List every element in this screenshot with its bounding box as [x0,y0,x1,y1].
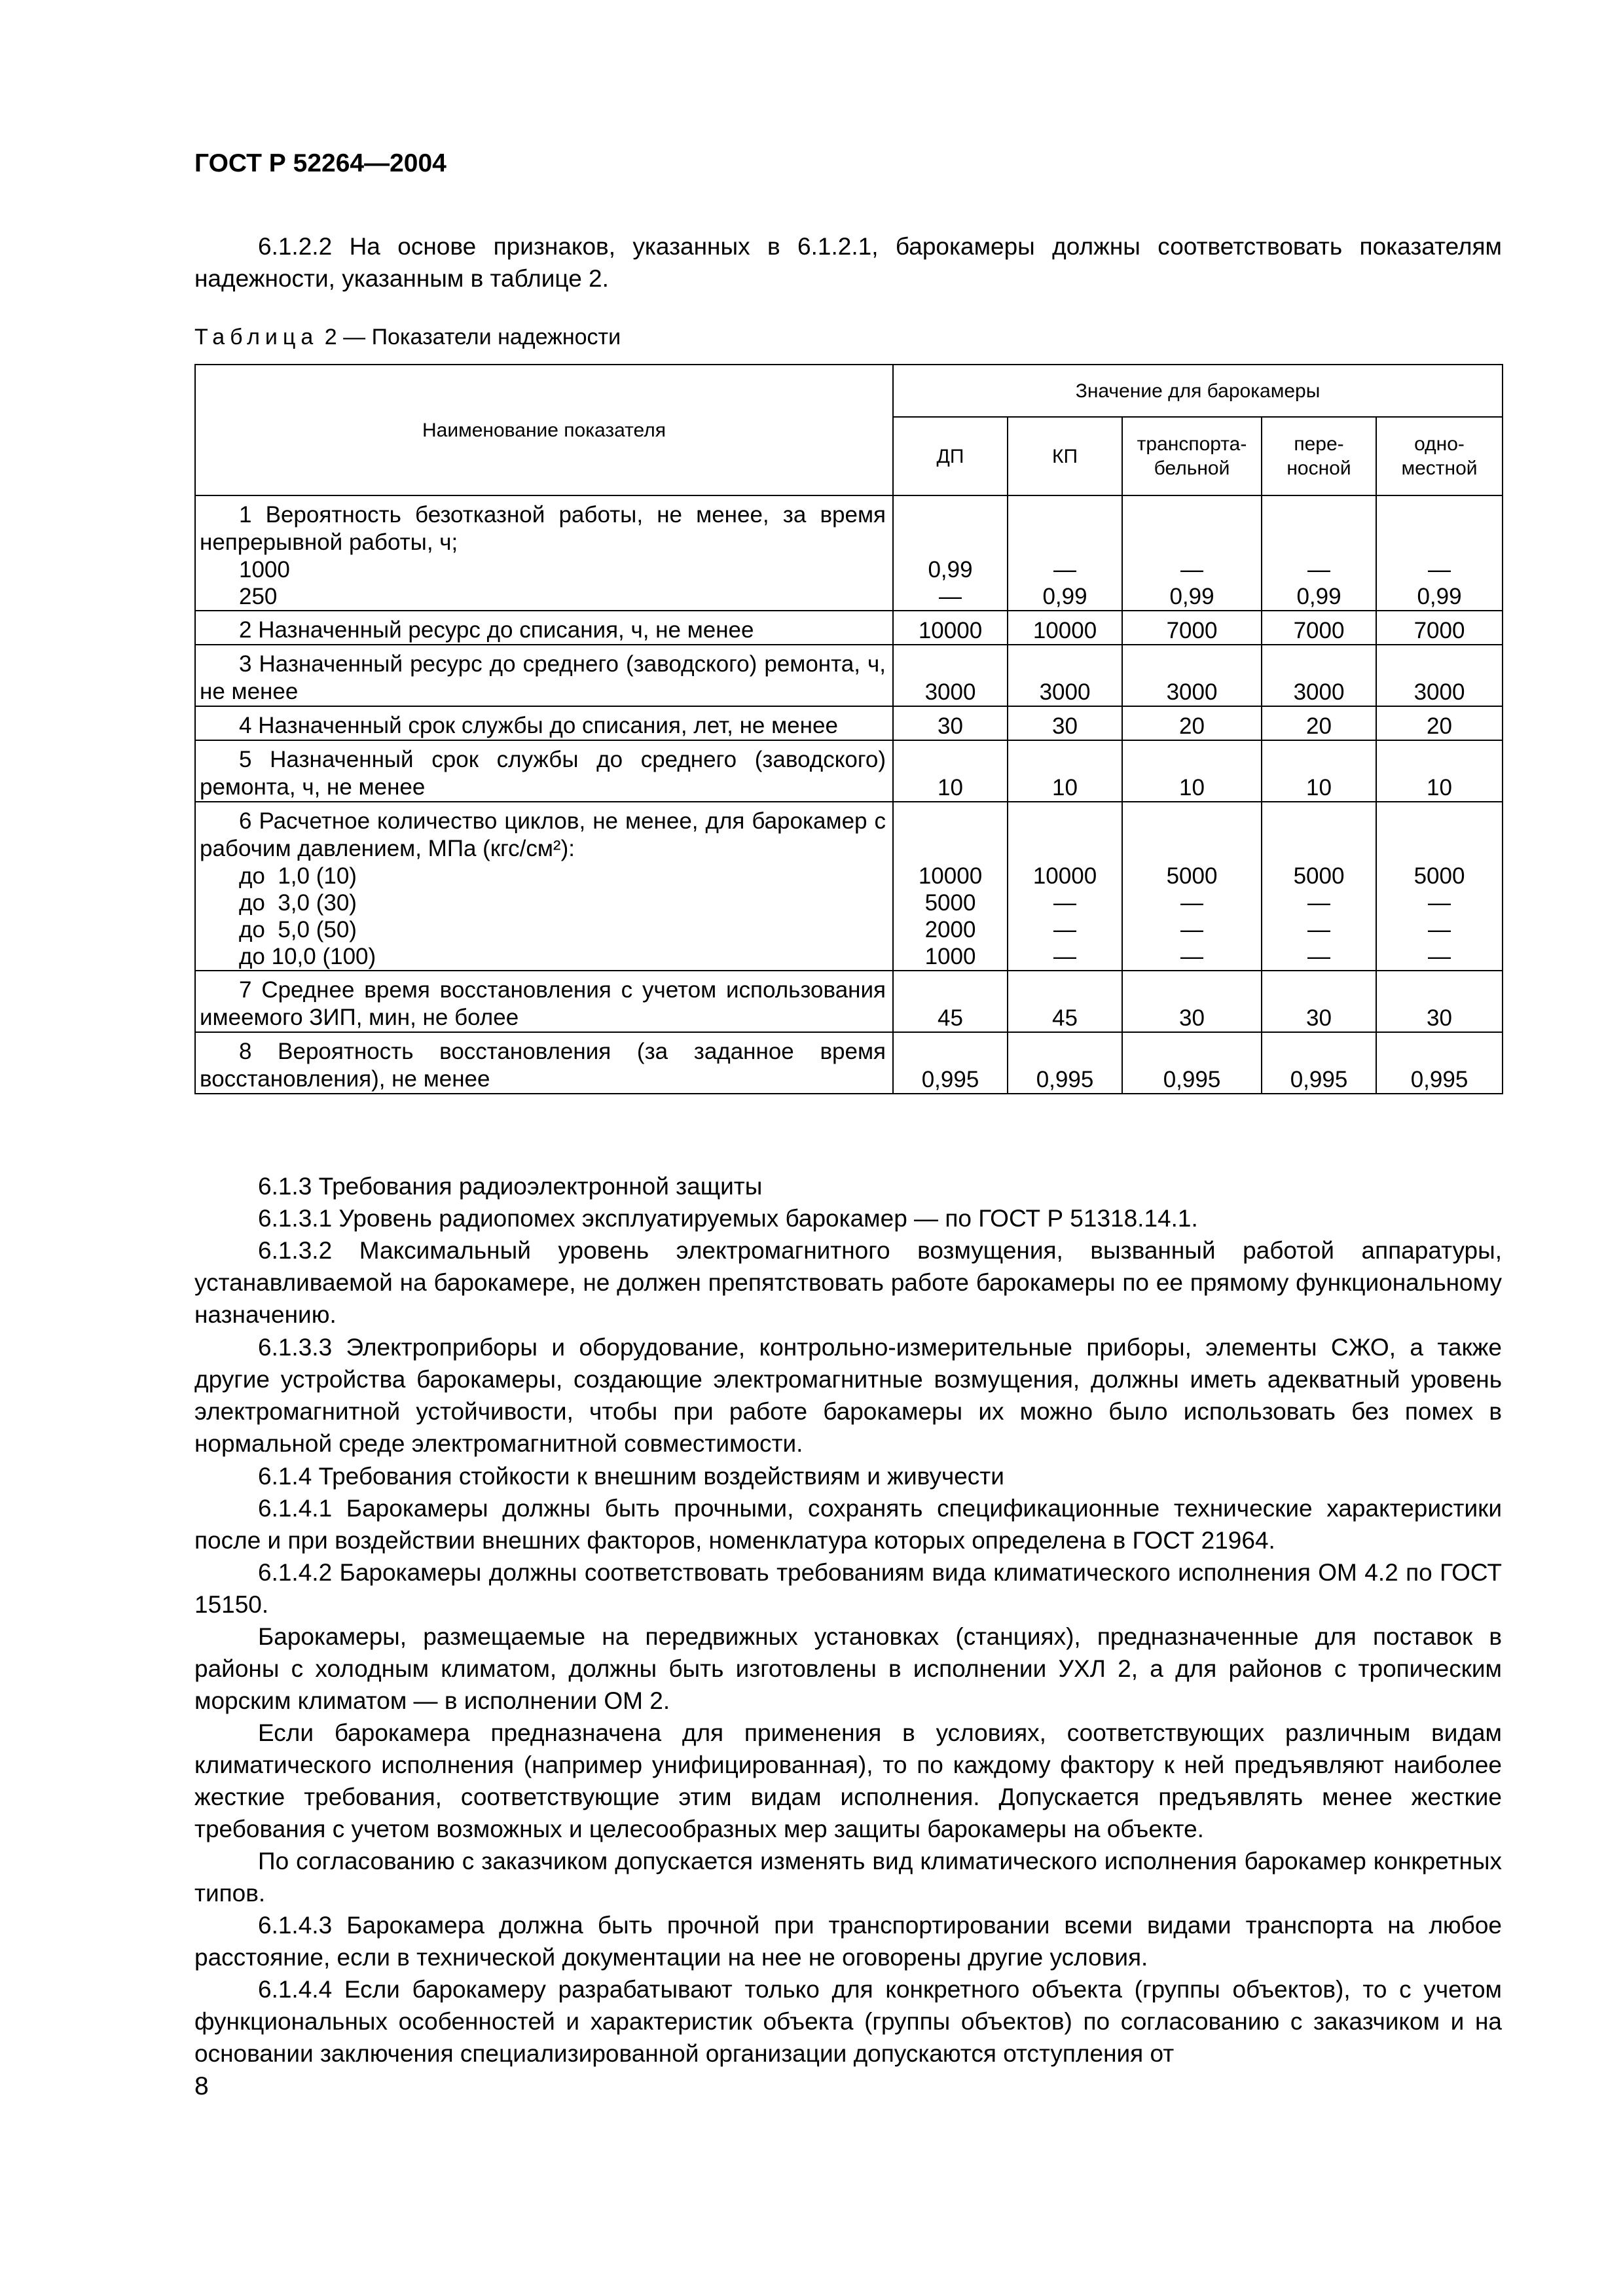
value: — [1307,890,1330,916]
value: 0,99 [1417,584,1462,609]
value-cell [1376,495,1503,611]
value: 45 [938,1005,963,1031]
column-header-2: транспорта- бельной [1122,417,1262,495]
paragraph: Если барокамера предназначена для применения в условиях, соответствующих различным видам климатического исполнения (например унифицированная), то по каждому фактору к ней предъявляют наиболее жесткие требования, соответствующие этим видам исполнения. Допускается предъявлять менее жесткие требования с учетом возможных и целесообразных мер защиты барокамеры на объекте. [194,1719,1502,1842]
value: — [1180,917,1203,942]
value: 10000 [1032,863,1097,889]
value: — [939,584,962,609]
value: 10 [1306,775,1332,800]
indicator-sub-item: до 10,0 (100) [239,944,376,969]
value: 20 [1179,713,1205,739]
value: 10000 [918,863,983,889]
value-cell [1122,645,1262,706]
value-cell [893,495,1008,611]
paragraph: 6.1.4.3 Барокамера должна быть прочной при транспортировании всеми видами транспорта на любое расстояние, если в технической документации на нее не оговорены другие условия. [194,1912,1502,1971]
value: 10 [1427,775,1452,800]
value-cell [1122,706,1262,740]
value-cell [893,706,1008,740]
indicator-label: 5 Назначенный срок службы до среднего (заводского) ремонта, ч, не менее [200,747,886,800]
indicator-name [195,645,893,706]
value: — [1428,890,1451,916]
value: 0,995 [1036,1067,1094,1092]
value-cell [1376,706,1503,740]
value: 3000 [1413,679,1465,705]
column-header-group: Значение для барокамеры [893,365,1503,417]
indicator-name [195,740,893,802]
indicator-name [195,495,893,611]
column-header-name: Наименование показателя [195,365,893,495]
value: 5000 [1166,863,1218,889]
value: 7000 [1293,618,1345,643]
indicator-label: 4 Назначенный срок службы до списания, лет, не менее [239,713,838,738]
value-cell [1376,802,1503,971]
value: 20 [1306,713,1332,739]
column-header-3: пере- носной [1262,417,1376,495]
indicator-sub-item: до 3,0 (30) [239,890,357,916]
value: 10000 [1032,618,1097,643]
value-cell [1122,971,1262,1032]
value: 10 [938,775,963,800]
value: — [1053,557,1076,583]
paragraph: 6.1.3.3 Электроприборы и оборудование, контрольно-измерительные приборы, элементы СЖО, а также другие устройства барокамеры, создающие электромагнитные возмущения, должны иметь адекватный уровень электромагнитной устойчивости, чтобы при работе барокамеры их можно было использовать без помех в нормальной среде электромагнитной совместимости. [194,1334,1502,1457]
value: — [1053,890,1076,916]
value: 1000 [924,944,976,969]
value-cell [1262,802,1376,971]
value-cell [1376,1032,1503,1094]
value-cell [1122,740,1262,802]
value-cell [1122,495,1262,611]
indicator-name [195,706,893,740]
value: 0,995 [1290,1067,1348,1092]
value: — [1307,557,1330,583]
table-caption-text: 2 — Показатели надежности [324,325,621,350]
indicator-name [195,802,893,971]
value: 0,995 [1163,1067,1221,1092]
column-header-0: ДП [893,417,1008,495]
value: — [1180,890,1203,916]
table-row [195,706,1503,740]
value-cell [1376,645,1503,706]
paragraph: 6.1.3.2 Максимальный уровень электромагнитного возмущения, вызванный работой аппаратуры, устанавливаемой на барокамере, не должен препятствовать работе барокамеры по ее прямому функциональному назначению. [194,1237,1502,1328]
value: — [1053,944,1076,969]
table-row [195,495,1503,611]
value: — [1428,917,1451,942]
value: 30 [1427,1005,1452,1031]
value: 30 [1306,1005,1332,1031]
value-cell [1262,645,1376,706]
value: 30 [1052,713,1078,739]
paragraph: 6.1.4 Требования стойкости к внешним воздействиям и живучести [258,1463,1004,1490]
value: 5000 [1293,863,1345,889]
value-cell [1262,495,1376,611]
value: — [1428,944,1451,969]
value-cell [893,1032,1008,1094]
indicator-name [195,611,893,645]
document-header: ГОСТ Р 52264—2004 [194,149,447,177]
value: 20 [1427,713,1452,739]
indicator-sub-item: 1000 [239,557,290,583]
indicator-label: 2 Назначенный ресурс до списания, ч, не менее [239,617,754,643]
value: 3000 [924,679,976,705]
value-cell [1122,611,1262,645]
value-cell [1008,611,1122,645]
paragraph: 6.1.3 Требования радиоэлектронной защиты [258,1173,763,1200]
value-cell [1122,1032,1262,1094]
indicator-name [195,1032,893,1094]
value-cell [893,802,1008,971]
value-cell [1376,971,1503,1032]
value-cell [1262,971,1376,1032]
value: — [1180,557,1203,583]
value-cell [1008,645,1122,706]
paragraph: 6.1.4.1 Барокамеры должны быть прочными, сохранять спецификационные технические характеристики после и при воздействии внешних факторов, номенклатура которых определена в ГОСТ 21964. [194,1495,1502,1554]
indicator-label: 6 Расчетное количество циклов, не менее, для барокамер с рабочим давлением, МПа (кгс/см²): [200,808,886,861]
table-row [195,802,1503,971]
value: 0,99 [1296,584,1341,609]
value: 2000 [924,917,976,942]
value-cell [1008,802,1122,971]
value: 45 [1052,1005,1078,1031]
value: 10 [1052,775,1078,800]
value: 10 [1179,775,1205,800]
value-cell [893,645,1008,706]
value-cell [1262,611,1376,645]
value: 30 [938,713,963,739]
table-row [195,1032,1503,1094]
value-cell [893,611,1008,645]
value: 30 [1179,1005,1205,1031]
paragraph: По согласованию с заказчиком допускается изменять вид климатического исполнения барокамер конкретных типов. [194,1848,1502,1907]
value: — [1180,944,1203,969]
value-cell [1262,1032,1376,1094]
value: 3000 [1039,679,1091,705]
table-row [195,611,1503,645]
column-header-1: КП [1008,417,1122,495]
column-header-4: одно- местной [1376,417,1503,495]
value: 3000 [1293,679,1345,705]
value: 7000 [1166,618,1218,643]
value: 5000 [1413,863,1465,889]
value-cell [1376,740,1503,802]
intro-paragraph: 6.1.2.2 На основе признаков, указанных в 6.1.2.1, барокамеры должны соответствовать показателям надежности, указанным в таблице 2. [194,233,1502,292]
value: — [1307,944,1330,969]
value-cell [1122,802,1262,971]
indicator-label: 3 Назначенный ресурс до среднего (заводского) ремонта, ч, не менее [200,651,886,704]
table-row [195,740,1503,802]
indicator-name [195,971,893,1032]
value-cell [1008,1032,1122,1094]
indicator-sub-item: до 5,0 (50) [239,917,357,942]
paragraph: 6.1.3.1 Уровень радиопомех эксплуатируемых барокамер — по ГОСТ Р 51318.14.1. [258,1205,1198,1232]
value: 7000 [1413,618,1465,643]
value-cell [893,740,1008,802]
value: — [1053,917,1076,942]
indicator-sub-item: до 1,0 (10) [239,863,357,889]
value-cell [1376,611,1503,645]
paragraph: 6.1.4.4 Если барокамеру разрабатывают только для конкретного объекта (группы объектов), то с учетом функциональных особенностей и характеристик объекта (группы объектов) по согласованию с заказчиком и на основании заключения специализированной организации допускаются отступления от [194,1976,1502,2067]
indicator-sub-item: 250 [239,584,278,609]
value: 0,995 [1410,1067,1468,1092]
table-row [195,971,1503,1032]
value: — [1428,557,1451,583]
value-cell [1262,740,1376,802]
value: 0,99 [1042,584,1087,609]
value-cell [1008,740,1122,802]
table-caption [194,325,621,350]
value: 3000 [1166,679,1218,705]
table-caption-label: Таблица [194,325,319,350]
table-row [195,645,1503,706]
value: 0,99 [1169,584,1214,609]
indicator-label: 7 Среднее время восстановления с учетом использования имеемого ЗИП, мин, не более [200,977,886,1030]
value: — [1307,917,1330,942]
reliability-table [194,364,1503,1094]
paragraph: Барокамеры, размещаемые на передвижных установках (станциях), предназначенные для поставок в районы с холодным климатом, должны быть изготовлены в исполнении УХЛ 2, а для районов с тропическим морским климатом — в исполнении ОМ 2. [194,1623,1502,1714]
value-cell [1262,706,1376,740]
page-number: 8 [194,2072,209,2100]
value-cell [893,971,1008,1032]
value: 0,99 [928,557,973,583]
paragraph: 6.1.4.2 Барокамеры должны соответствовать требованиям вида климатического исполнения ОМ 4.2 по ГОСТ 15150. [194,1559,1502,1618]
value: 5000 [924,890,976,916]
value-cell [1008,706,1122,740]
value: 10000 [918,618,983,643]
value: 0,995 [921,1067,979,1092]
value-cell [1008,495,1122,611]
value-cell [1008,971,1122,1032]
indicator-label: 8 Вероятность восстановления (за заданное время восстановления), не менее [200,1039,886,1092]
indicator-label: 1 Вероятность безотказной работы, не менее, за время непрерывной работы, ч; [200,502,886,555]
